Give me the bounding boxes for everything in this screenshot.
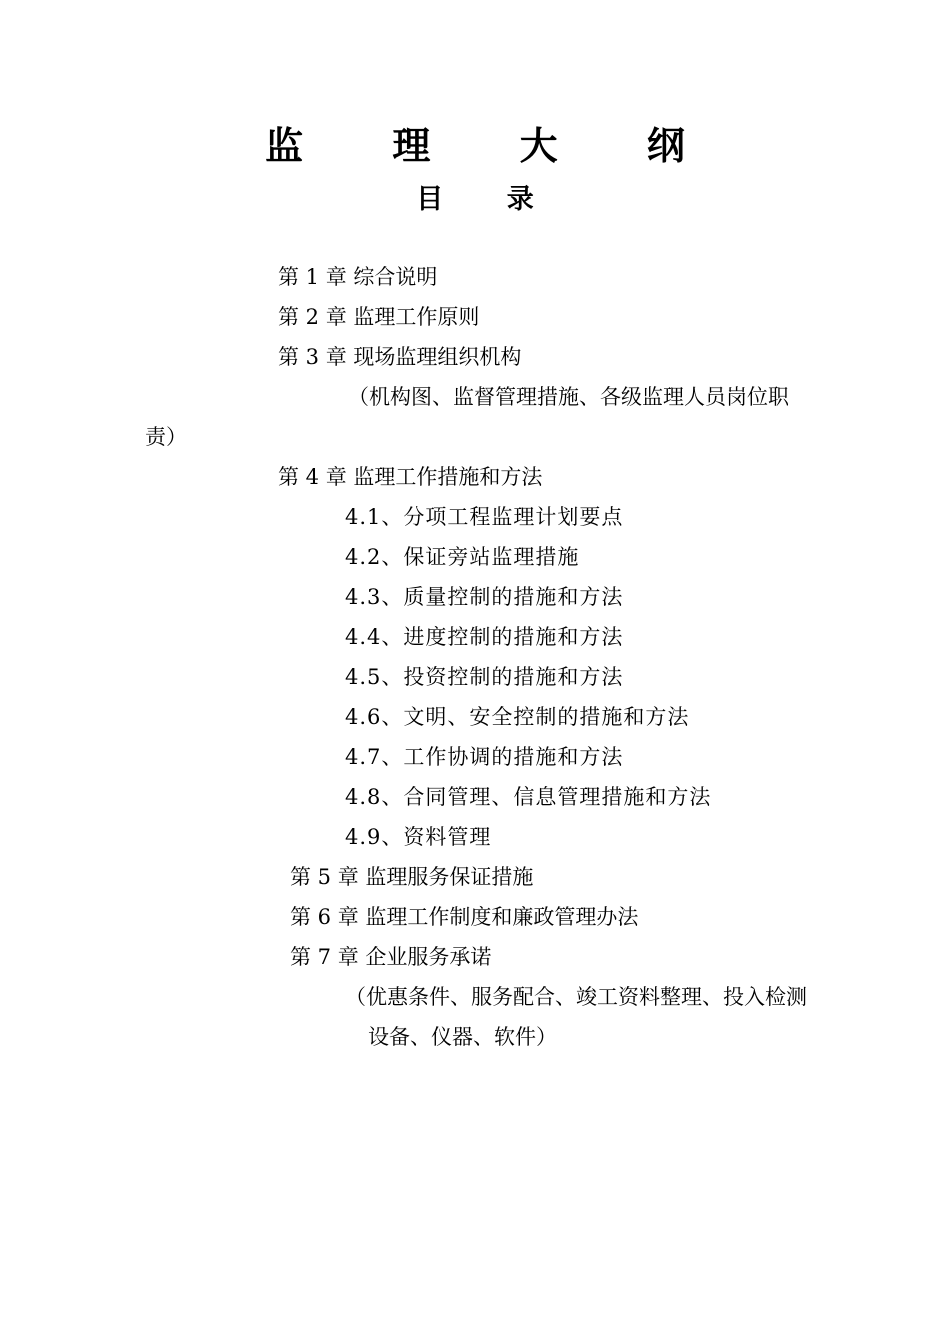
toc-entry-section-4-1: 4.1、分项工程监理计划要点 bbox=[345, 505, 624, 529]
toc-entry-chapter-7: 第 7 章 企业服务承诺 bbox=[290, 945, 492, 969]
toc-entry-chapter-1: 第 1 章 综合说明 bbox=[278, 265, 438, 289]
toc-entry-section-4-2: 4.2、保证旁站监理措施 bbox=[345, 545, 580, 569]
toc-entry-chapter-4: 第 4 章 监理工作措施和方法 bbox=[278, 465, 543, 489]
toc-chapter-7-note-continued: 设备、仪器、软件） bbox=[368, 1025, 557, 1049]
toc-chapter-3-note: （机构图、监督管理措施、各级监理人员岗位职 bbox=[348, 385, 789, 409]
toc-entry-chapter-2: 第 2 章 监理工作原则 bbox=[278, 305, 480, 329]
toc-entry-chapter-6: 第 6 章 监理工作制度和廉政管理办法 bbox=[290, 905, 639, 929]
toc-entry-chapter-3: 第 3 章 现场监理组织机构 bbox=[278, 345, 522, 369]
document-title: 监 理 大 纲 bbox=[265, 123, 723, 168]
toc-chapter-7-note: （优惠条件、服务配合、竣工资料整理、投入检测 bbox=[345, 985, 807, 1009]
toc-entry-section-4-8: 4.8、合同管理、信息管理措施和方法 bbox=[345, 785, 712, 809]
toc-entry-section-4-3: 4.3、质量控制的措施和方法 bbox=[345, 585, 624, 609]
toc-entry-section-4-7: 4.7、工作协调的措施和方法 bbox=[345, 745, 624, 769]
toc-entry-section-4-9: 4.9、资料管理 bbox=[345, 825, 492, 849]
toc-chapter-3-note-continued: 责） bbox=[145, 425, 187, 449]
toc-heading: 目 录 bbox=[416, 184, 561, 215]
toc-entry-chapter-5: 第 5 章 监理服务保证措施 bbox=[290, 865, 534, 889]
toc-entry-section-4-4: 4.4、进度控制的措施和方法 bbox=[345, 625, 624, 649]
toc-entry-section-4-6: 4.6、文明、安全控制的措施和方法 bbox=[345, 705, 690, 729]
toc-entry-section-4-5: 4.5、投资控制的措施和方法 bbox=[345, 665, 624, 689]
